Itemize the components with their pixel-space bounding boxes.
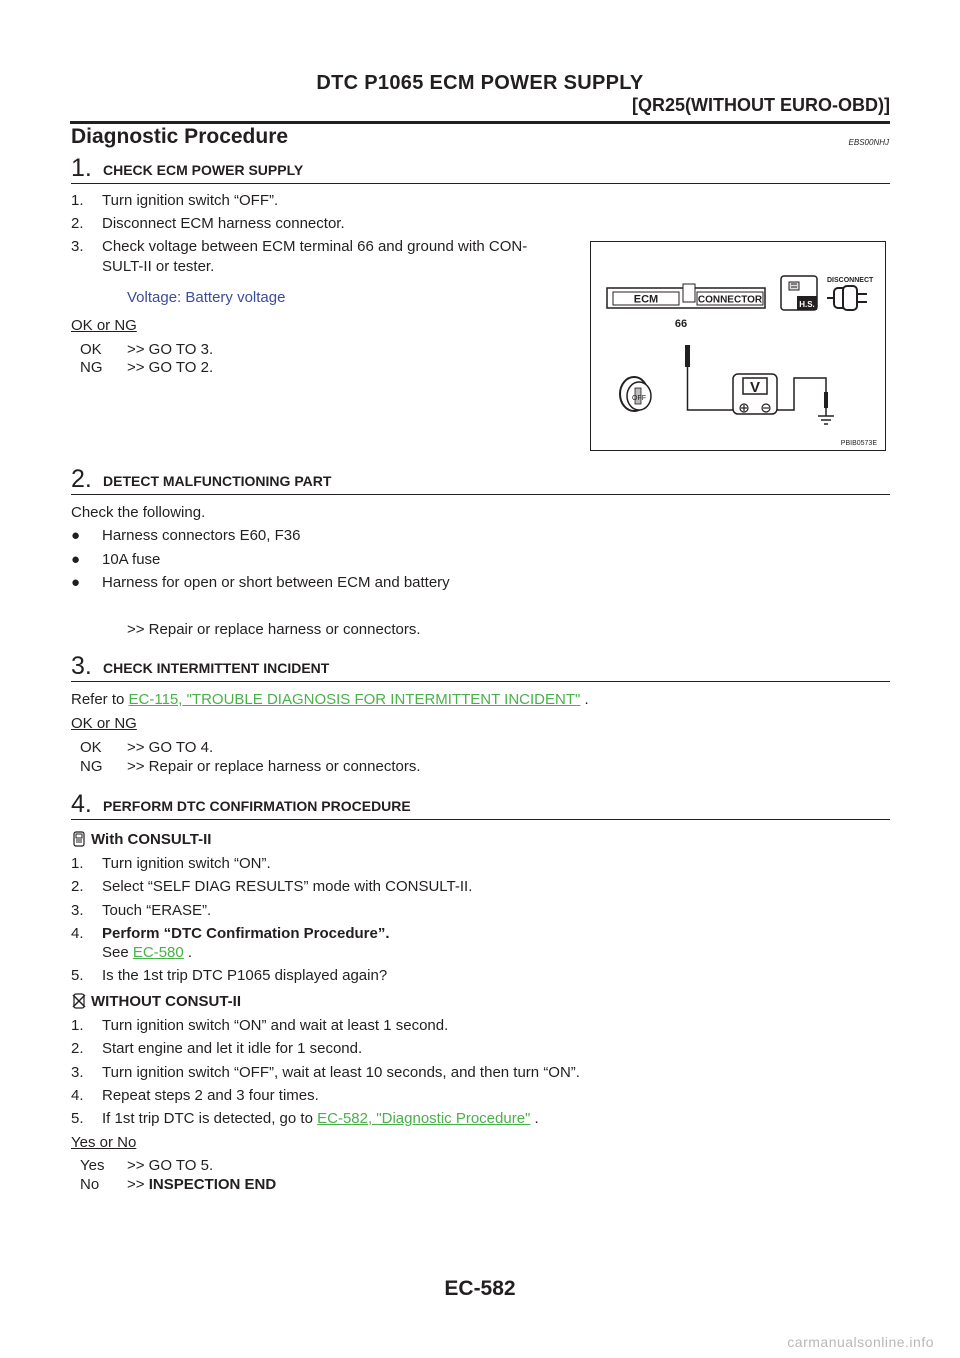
header-rule [70, 121, 890, 124]
circuit-diagram [591, 242, 884, 449]
step-3-refer: Refer to EC-115, "TROUBLE DIAGNOSIS FOR INTERMITTENT INCIDENT" . [71, 691, 589, 708]
link-ec-115[interactable]: EC-115, "TROUBLE DIAGNOSIS FOR INTERMITTENT INCIDENT" [128, 691, 581, 708]
without-step-2: 2. Start engine and let it idle for 1 second. [71, 1040, 363, 1057]
step-4-title: PERFORM DTC CONFIRMATION PROCEDURE [103, 798, 411, 814]
voltmeter-icon [733, 374, 777, 414]
ecm-label: ECM [633, 293, 659, 306]
step-4-number: 4. [71, 790, 92, 818]
step-3-ok-row: OK >> GO TO 4. [80, 739, 214, 756]
probe-positive [685, 345, 690, 367]
step-3-header [71, 652, 890, 682]
step-4-header [71, 790, 890, 820]
probe-negative [824, 392, 828, 408]
step-4-result-label: Yes or No [71, 1134, 137, 1151]
step-3-ng-row: NG >> Repair or replace harness or connectors. [80, 758, 421, 775]
step-1-title: CHECK ECM POWER SUPPLY [103, 162, 304, 178]
step-2-number: 2. [71, 465, 92, 493]
ground-icon [818, 408, 834, 424]
svg-text:OFF: OFF [632, 395, 646, 402]
step-3-result-label: OK or NG [71, 715, 137, 732]
step-1-ok-row: OK >> GO TO 3. [80, 341, 214, 358]
link-ec-582[interactable]: EC-582, "Diagnostic Procedure" [317, 1110, 531, 1127]
step-2-bullet: ● 10A fuse [71, 551, 161, 568]
no-tool-icon [71, 993, 87, 1009]
step-3-number: 3. [71, 652, 92, 680]
with-step-3: 3. Touch “ERASE”. [71, 902, 212, 919]
svg-text:V: V [749, 379, 761, 396]
section-title: Diagnostic Procedure [71, 125, 289, 148]
step-1-spec: Voltage: Battery voltage [127, 289, 286, 306]
negative-lead [777, 378, 826, 410]
step-4-no-row: No >> INSPECTION END [80, 1176, 277, 1193]
step-1-number: 1. [71, 154, 92, 182]
harness-side-icon [781, 276, 817, 310]
step-2-bullet: ● Harness for open or short between ECM and battery [71, 574, 450, 591]
step-2-intro: Check the following. [71, 504, 206, 521]
connector-label: CONNECTOR [697, 294, 763, 306]
without-step-4: 4. Repeat steps 2 and 3 four times. [71, 1087, 319, 1104]
step-3-title: CHECK INTERMITTENT INCIDENT [103, 660, 330, 676]
link-ec-580[interactable]: EC-580 [132, 944, 184, 961]
disconnect-icon [827, 277, 874, 310]
without-step-5: 5. If 1st trip DTC is detected, go to EC-582, "Diagnostic Procedure" . [71, 1110, 539, 1127]
without-step-1: 1. Turn ignition switch “ON” and wait at least 1 second. [71, 1017, 449, 1034]
step-4-yes-row: Yes >> GO TO 5. [80, 1157, 214, 1174]
with-step-4: 4. Perform “DTC Confirmation Procedure”. [71, 925, 390, 942]
step-2-bullet: ● Harness connectors E60, F36 [71, 527, 301, 544]
watermark: carmanualsonline.info [787, 1334, 934, 1350]
with-step-1: 1. Turn ignition switch “ON”. [71, 855, 271, 872]
terminal-66-label: 66 [674, 318, 688, 330]
step-1-header [71, 154, 890, 184]
positive-lead [688, 367, 738, 410]
page-number: EC-582 [444, 1277, 516, 1300]
step-2-action: >> Repair or replace harness or connectors. [127, 621, 421, 638]
with-step-2: 2. Select “SELF DIAG RESULTS” mode with CONSULT-II. [71, 878, 473, 895]
with-step-4-see: See EC-580 . [102, 944, 193, 961]
document-subtitle: [QR25(WITHOUT EURO-OBD)] [632, 95, 890, 115]
step-2-title: DETECT MALFUNCTIONING PART [103, 473, 332, 489]
connector-latch [683, 284, 695, 302]
svg-text:H.S.: H.S. [799, 300, 815, 309]
step-1-item-3-cont: SULT-II or tester. [102, 258, 215, 275]
svg-text:DISCONNECT: DISCONNECT [827, 277, 874, 284]
step-1-result-label: OK or NG [71, 317, 137, 334]
step-1-item-1: 1. Turn ignition switch “OFF”. [71, 192, 279, 209]
document-title: DTC P1065 ECM POWER SUPPLY [316, 72, 644, 94]
step-1-ng-row: NG >> GO TO 2. [80, 359, 214, 376]
step-1-item-2: 2. Disconnect ECM harness connector. [71, 215, 345, 232]
section-code: EBS00NHJ [848, 138, 889, 147]
wiring-figure [590, 241, 886, 451]
figure-code: PBIB0573E [840, 440, 877, 447]
step-1-item-3: 3. Check voltage between ECM terminal 66 and ground with CON- [71, 238, 528, 255]
without-step-3: 3. Turn ignition switch “OFF”, wait at least 10 seconds, and then turn “ON”. [71, 1064, 580, 1081]
consult-tool-icon [71, 831, 87, 847]
with-step-5: 5. Is the 1st trip DTC P1065 displayed again? [71, 967, 388, 984]
with-consult-heading: With CONSULT-II [71, 831, 211, 848]
without-consult-heading: WITHOUT CONSUT-II [71, 993, 241, 1010]
ignition-key-off-icon [620, 377, 651, 411]
step-2-header [71, 465, 890, 495]
